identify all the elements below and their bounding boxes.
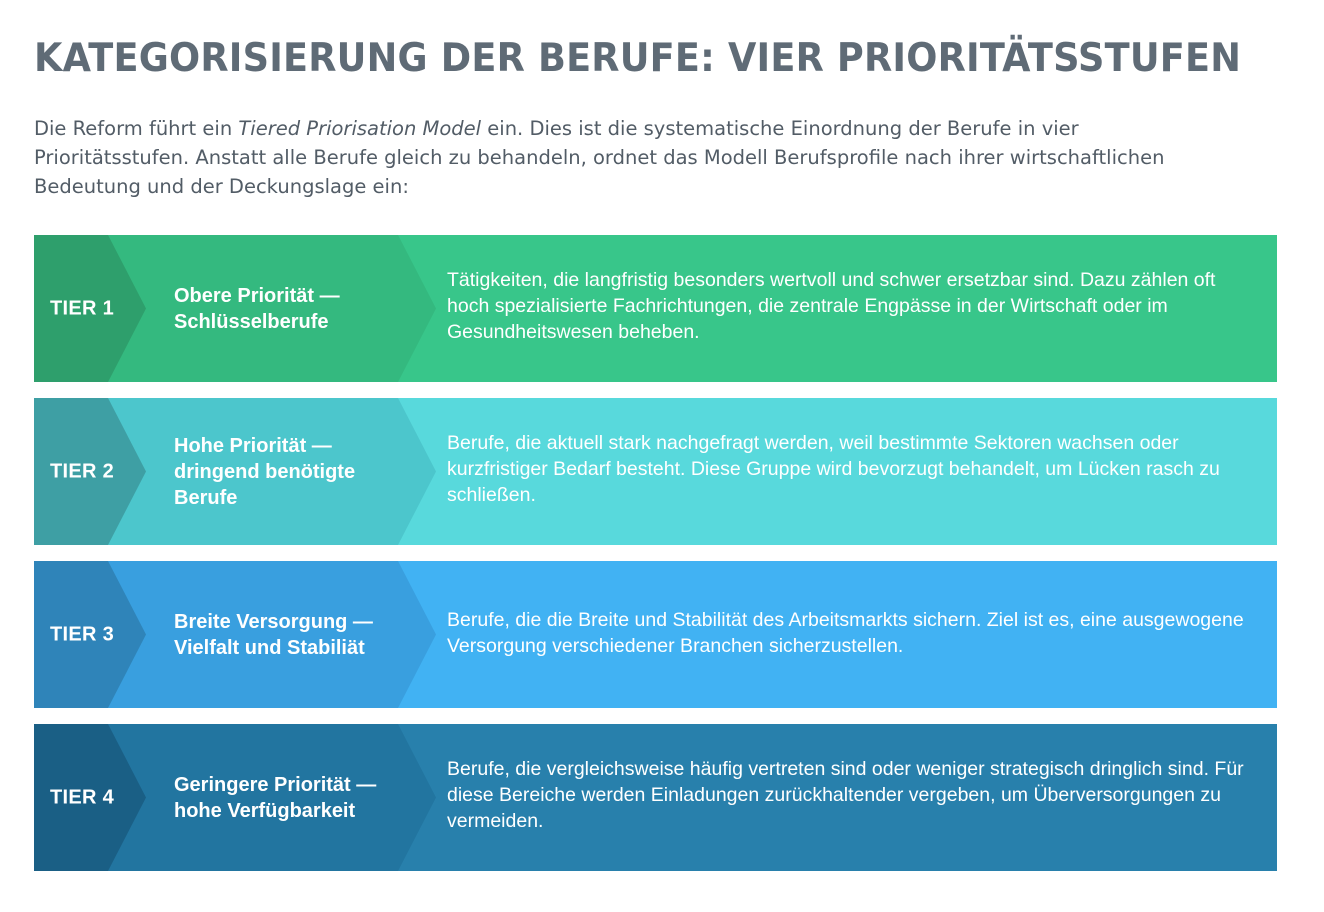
intro-text-before: Die Reform führt ein bbox=[34, 117, 239, 140]
tier-description: Tätigkeiten, die langfristig besonders wertvoll und schwer ersetzbar sind. Dazu zählen oft hoch spezialisierte Fachrichtungen, die zentrale Engpässe in der Wirtschaft oder im Gesundheitswesen beheben. bbox=[447, 268, 1216, 343]
intro-text-after: ein. Dies ist die systematische Einordnung der Berufe in vier Prioritätsstufen. Anstatt alle Berufe gleich zu behandeln, ordnet das Modell Berufsprofile nach ihrer wirtschaftlichen Bedeutung und der Deckungslage ein: bbox=[34, 117, 1165, 198]
tier-label: TIER 4 bbox=[50, 786, 115, 808]
tier-row-1 bbox=[34, 235, 1277, 382]
page-title: KATEGORISIERUNG DER BERUFE: VIER PRIORITÄTSSTUFEN bbox=[34, 36, 1242, 81]
tier-row-2 bbox=[34, 398, 1277, 545]
tier-description: Berufe, die aktuell stark nachgefragt werden, weil bestimmte Sektoren wachsen oder kurzfristiger Bedarf besteht. Diese Gruppe wird bevorzugt behandelt, um Lücken rasch zu schließen. bbox=[447, 431, 1220, 506]
tier-row-4 bbox=[34, 724, 1277, 871]
tier-label: TIER 3 bbox=[50, 623, 115, 645]
tier-name: Hohe Priorität — dringend benötigte Berufe bbox=[174, 434, 356, 509]
tier-name: Breite Versorgung — Vielfalt und Stabiliät bbox=[174, 610, 373, 659]
tier-row-3 bbox=[34, 561, 1277, 708]
tier-name: Obere Priorität — Schlüsselberufe bbox=[174, 284, 340, 333]
tier-name: Geringere Priorität — hohe Verfügbarkeit bbox=[174, 773, 377, 822]
tier-label: TIER 2 bbox=[50, 460, 115, 482]
intro-paragraph bbox=[34, 114, 1224, 201]
tier-label: TIER 1 bbox=[50, 297, 115, 319]
tier-description: Berufe, die die Breite und Stabilität des Arbeitsmarkts sichern. Ziel ist es, eine ausgewogene Versorgung verschiedener Branchen sicherzustellen. bbox=[447, 608, 1244, 657]
intro-text-emphasis: Tiered Priorisation Model bbox=[238, 117, 482, 140]
tier-description: Berufe, die vergleichsweise häufig vertreten sind oder weniger strategisch dringlich sind. Für diese Bereiche werden Einladungen zurückhaltender vergeben, um Überversorgungen zu vermeiden. bbox=[447, 757, 1244, 832]
tier-list bbox=[34, 235, 1277, 871]
